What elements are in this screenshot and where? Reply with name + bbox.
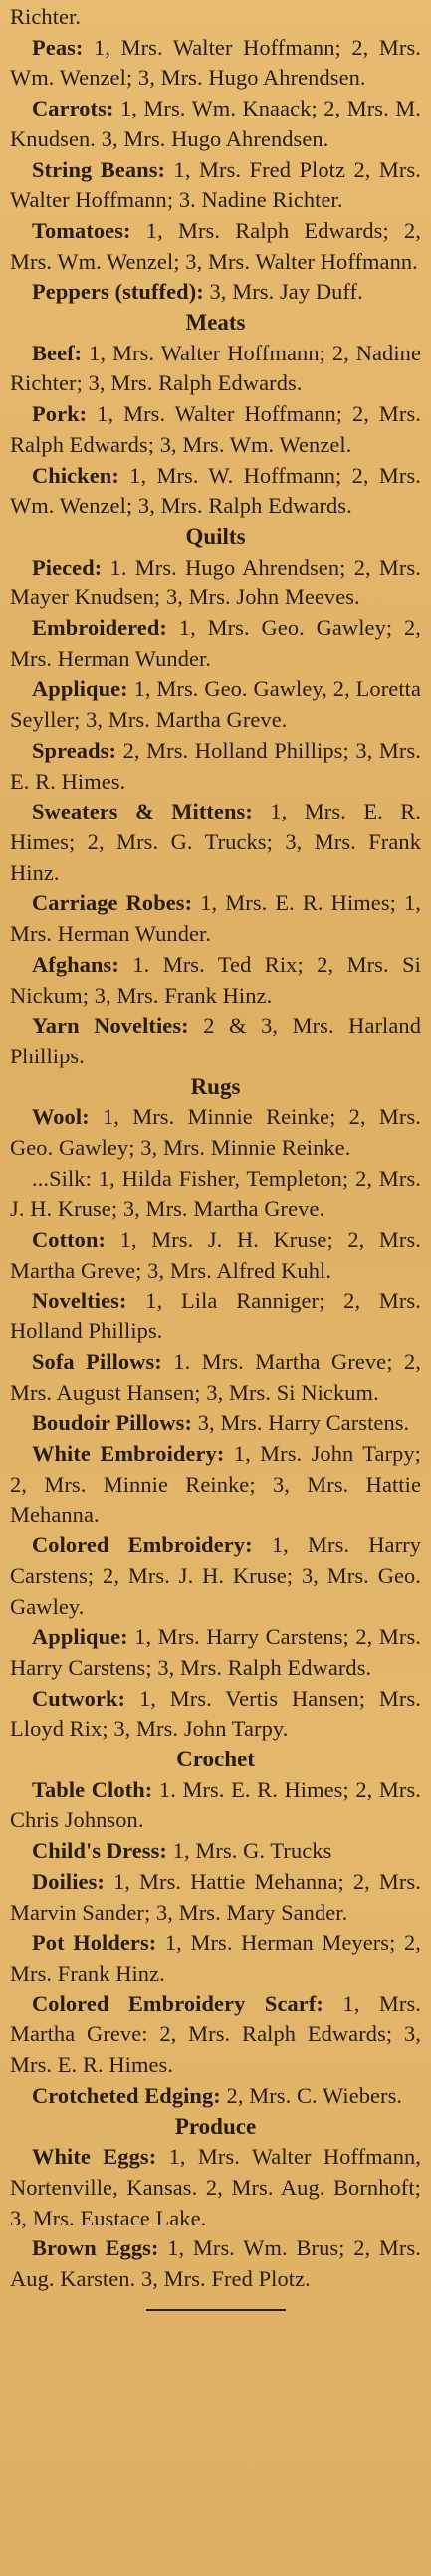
winners-text: 1, Mrs. Walter Hoffmann; 2, Mrs. Ralph Edwards; 3, Mrs. Wm. Wenzel. <box>10 401 421 457</box>
category-label: Applique: <box>32 676 128 702</box>
winners-text: 1, Mrs. Vertis Hansen; Mrs. Lloyd Rix; 3, Mrs. John Tarpy. <box>10 1685 421 1742</box>
award-entry <box>10 2142 421 2233</box>
category-label: Peas: <box>32 34 84 60</box>
category-label: Carrots: <box>32 96 114 121</box>
winners-text: 1, Mrs. J. H. Kruse; 2, Mrs. Martha Greve; 3, Mrs. Alfred Kuhl. <box>10 1227 421 1283</box>
award-entry <box>10 94 421 154</box>
award-entry <box>10 674 421 735</box>
category-label: Embroidered: <box>32 615 167 641</box>
award-entry <box>10 1439 421 1530</box>
award-entry <box>10 216 421 277</box>
award-entry <box>10 1928 421 1989</box>
category-label: Sofa Pillows: <box>32 1348 162 1374</box>
winners-text: 1, Mrs. Martha Greve: 2, Mrs. Ralph Edwards; 3, Mrs. E. R. Himes. <box>10 1991 421 2078</box>
winners-text: 1, Mrs. John Tarpy; 2, Mrs. Minnie Reinke; 3, Mrs. Hattie Mehanna. <box>10 1441 421 1527</box>
category-label: Crotcheted Edging: <box>32 2082 221 2108</box>
winners-text: 1, Mrs. E. R. Himes; 2, Mrs. G. Trucks; 3, Mrs. Frank Hinz. <box>10 799 421 885</box>
winners-text: 1, Mrs. Walter Hoffmann, Nortenville, Kansas. 2, Mrs. Aug. Bornhoft; 3, Mrs. Eustace Lake. <box>10 2144 421 2230</box>
award-entry <box>10 1836 421 1867</box>
category-label: Sweaters & Mittens: <box>32 799 253 824</box>
category-label: Novelties: <box>32 1288 127 1313</box>
winners-text: ...Silk: 1, Hilda Fisher, Templeton; 2, Mrs. J. H. Kruse; 3, Mrs. Martha Greve. <box>10 1165 421 1222</box>
award-entry <box>10 277 421 308</box>
award-entry <box>10 736 421 797</box>
award-entry <box>10 1102 421 1163</box>
category-label: Colored Embroidery: <box>32 1532 253 1558</box>
category-label: Wool: <box>32 1104 90 1130</box>
winners-text: 3, Mrs. Jay Duff. <box>203 279 363 305</box>
category-label: Cotton: <box>32 1227 107 1253</box>
section-heading: Crochet <box>176 1747 255 1772</box>
award-entry <box>10 2081 421 2112</box>
award-entry <box>10 1408 421 1439</box>
winners-text: 1, Mrs. Wm. Brus; 2, Mrs. Aug. Karsten. 3, Mrs. Fred Plotz. <box>10 2235 421 2292</box>
category-label: Afghans: <box>32 951 119 977</box>
award-entry <box>10 461 421 522</box>
award-entry <box>10 888 421 949</box>
award-entry <box>10 1011 421 1071</box>
winners-text: 1, Mrs. Herman Meyers; 2, Mrs. Frank Hinz. <box>10 1930 421 1986</box>
section-heading: Rugs <box>190 1073 241 1099</box>
winners-text: 1, Mrs. Harry Carstens; 2, Mrs. J. H. Kruse; 3, Mrs. Geo. Gawley. <box>10 1532 421 1619</box>
category-label: String Beans: <box>32 156 166 182</box>
category-label: Cutwork: <box>32 1685 126 1711</box>
winners-text: 1, Mrs. Hattie Mehanna; 2, Mrs. Marvin Sander; 3, Mrs. Mary Sander. <box>10 1868 421 1925</box>
winners-text: 2, Mrs. C. Wiebers. <box>220 2082 403 2108</box>
award-entry <box>10 339 421 399</box>
award-entry <box>10 553 421 613</box>
category-label: Doilies: <box>32 1868 105 1894</box>
award-entry <box>10 1287 421 1347</box>
category-label: Peppers (stuffed): <box>32 279 204 305</box>
winners-text: 1, Mrs. Minnie Reinke; 2, Mrs. Geo. Gawley; 3, Mrs. Minnie Reinke. <box>10 1104 421 1161</box>
award-entry <box>10 155 421 216</box>
category-label: White Eggs: <box>32 2144 157 2170</box>
category-label: Carriage Robes: <box>32 890 193 916</box>
winners-text: 2, Mrs. Holland Phillips; 3, Mrs. E. R. Himes. <box>10 737 421 794</box>
category-label: Chicken: <box>32 462 119 488</box>
section-heading: Produce <box>174 2113 257 2139</box>
category-label: Pieced: <box>32 554 103 580</box>
award-entry <box>10 797 421 888</box>
section-heading: Quilts <box>185 523 246 549</box>
winners-text: 1, Mrs. W. Hoffmann; 2, Mrs. Wm. Wenzel; 3, Mrs. Ralph Edwards. <box>10 462 421 519</box>
winners-text: 1. Mrs. Martha Greve; 2, Mrs. August Hansen; 3, Mrs. Si Nickum. <box>10 1348 421 1405</box>
category-label: White Embroidery: <box>32 1441 225 1467</box>
winners-text: 1, Lila Ranniger; 2, Mrs. Holland Phillips. <box>10 1288 421 1344</box>
award-entry <box>10 1225 421 1286</box>
award-entry <box>10 33 421 94</box>
award-entry <box>10 613 421 674</box>
winners-text: 1, Mrs. E. R. Himes; 1, Mrs. Herman Wunder. <box>10 890 421 947</box>
winners-text: 1, Mrs. Walter Hoffmann; 2, Nadine Richter; 3, Mrs. Ralph Edwards. <box>10 340 421 396</box>
category-label: Child's Dress: <box>32 1838 167 1864</box>
winners-text: 1, Mrs. Wm. Knaack; 2, Mrs. M. Knudsen. 3, Mrs. Hugo Ahrendsen. <box>10 96 421 151</box>
winners-text: 1, Mrs. Harry Carstens; 2, Mrs. Harry Carstens; 3, Mrs. Ralph Edwards. <box>10 1624 421 1680</box>
winners-text: 1, Mrs. Fred Plotz 2, Mrs. Walter Hoffmann; 3. Nadine Richter. <box>10 156 421 213</box>
closing-rule <box>146 2309 286 2311</box>
category-label: Tomatoes: <box>32 217 131 243</box>
category-label: Pork: <box>32 401 88 427</box>
category-label: Brown Eggs: <box>32 2235 159 2261</box>
winners-text: 1, Mrs. G. Trucks <box>166 1838 332 1864</box>
award-entry <box>10 1347 421 1408</box>
category-label: Spreads: <box>32 737 116 763</box>
award-entry <box>10 2233 421 2294</box>
category-label: Yarn Novelties: <box>32 1013 189 1039</box>
category-label: Pot Holders: <box>32 1930 157 1956</box>
award-entry <box>10 1867 421 1928</box>
category-label: Beef: <box>32 340 83 365</box>
category-label: Applique: <box>32 1624 128 1650</box>
award-entry <box>10 1990 421 2081</box>
award-entry <box>10 399 421 460</box>
category-label: Colored Embroidery Scarf: <box>32 1991 323 2016</box>
category-label: Table Cloth: <box>32 1776 153 1802</box>
award-entry <box>10 1622 421 1683</box>
winners-text: 2 & 3, Mrs. Harland Phillips. <box>10 1013 422 1068</box>
winners-text: 1, Mrs. Geo. Gawley, 2, Loretta Seyller; 3, Mrs. Martha Greve. <box>10 676 421 733</box>
winners-text: 1. Mrs. Ted Rix; 2, Mrs. Si Nickum; 3, Mrs. Frank Hinz. <box>10 951 421 1008</box>
section-heading: Meats <box>185 310 246 336</box>
award-entry <box>10 1684 421 1745</box>
lead-line: Richter. <box>10 4 82 29</box>
award-entry <box>10 1530 421 1622</box>
award-entry <box>10 1164 421 1225</box>
winners-text: 1. Mrs. Hugo Ahrendsen; 2, Mrs. Mayer Knudsen; 3, Mrs. John Meeves. <box>10 554 421 610</box>
winners-text: 3, Mrs. Harry Carstens. <box>192 1410 410 1436</box>
award-entry <box>10 950 421 1011</box>
winners-text: 1, Mrs. Ralph Edwards; 2, Mrs. Wm. Wenzel; 3, Mrs. Walter Hoffmann. <box>10 217 421 274</box>
category-label: Boudoir Pillows: <box>32 1410 193 1436</box>
winners-text: 1, Mrs. Walter Hoffmann; 2, Mrs. Wm. Wenzel; 3, Mrs. Hugo Ahrendsen. <box>10 34 421 91</box>
award-entry <box>10 1775 421 1836</box>
winners-text: 1. Mrs. E. R. Himes; 2, Mrs. Chris Johnson. <box>10 1776 422 1833</box>
winners-text: 1, Mrs. Geo. Gawley; 2, Mrs. Herman Wunder. <box>10 615 421 671</box>
article-column <box>10 2 421 2295</box>
